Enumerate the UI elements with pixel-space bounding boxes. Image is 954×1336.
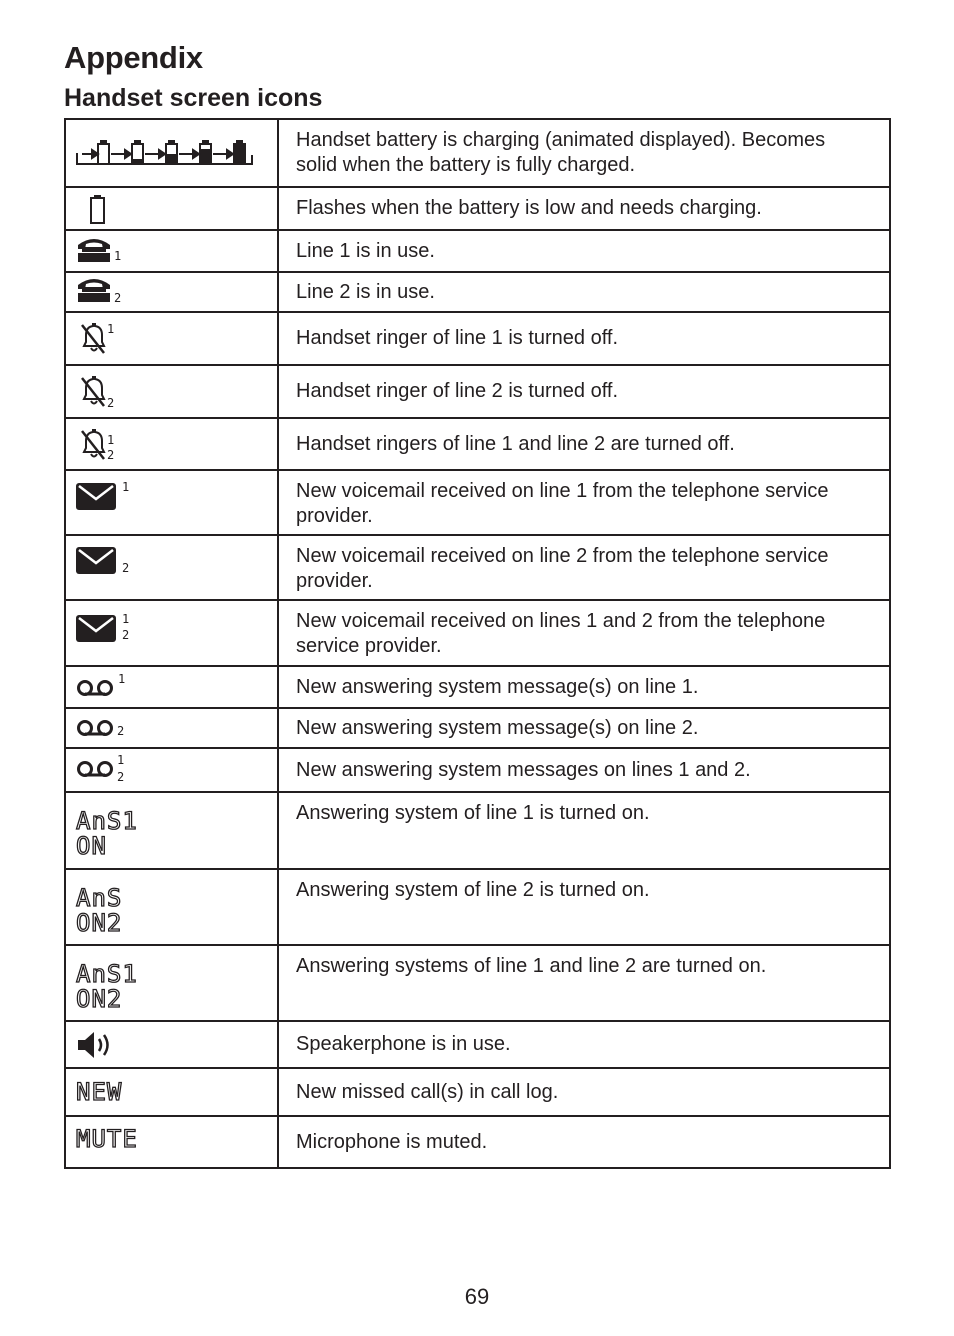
line-badge: 2 — [117, 724, 125, 738]
description-cell: Handset ringer of line 1 is turned off. — [278, 312, 890, 365]
page-number: 69 — [464, 1284, 490, 1309]
icon-table — [64, 118, 891, 1169]
line-badge-bottom: 2 — [122, 628, 130, 642]
description-cell: Handset battery is charging (animated displayed). Becomes solid when the battery is fully charged. — [278, 119, 890, 187]
description-cell: New voicemail received on lines 1 and 2 from the telephone service provider. — [278, 600, 890, 666]
answering-message-both-lines-icon — [76, 749, 146, 793]
description-cell: New missed call(s) in call log. — [278, 1068, 890, 1116]
lcd-line-1: NEW — [76, 1078, 123, 1106]
new-missed-call-lcd — [76, 1080, 122, 1105]
icon-cell — [65, 272, 278, 312]
ans-on-both-lines-lcd — [76, 962, 138, 1012]
answering-message-line-1-icon — [76, 667, 146, 707]
mute-lcd — [76, 1127, 138, 1152]
lcd-line-2: ON2 — [76, 985, 123, 1013]
icon-cell — [65, 312, 278, 365]
description-cell: Answering system of line 2 is turned on. — [278, 869, 890, 945]
answering-message-line-2-icon — [76, 709, 146, 749]
line-badge: 2 — [107, 396, 115, 410]
icon-cell — [65, 1068, 278, 1116]
icon-cell — [65, 365, 278, 418]
icon-cell — [65, 1021, 278, 1068]
table-row — [65, 187, 890, 230]
table-row — [65, 470, 890, 535]
icon-cell — [65, 1116, 278, 1168]
line-badge: 1 — [122, 480, 130, 494]
voicemail-both-lines-icon — [76, 601, 146, 661]
icon-cell — [65, 535, 278, 600]
line-2-in-use-icon — [76, 273, 136, 313]
line-badge: 2 — [122, 561, 130, 575]
table-row — [65, 792, 890, 869]
icon-cell — [65, 418, 278, 470]
line-badge: 1 — [107, 322, 115, 336]
battery-low-icon — [86, 188, 126, 230]
table-row — [65, 418, 890, 470]
ringer-off-line-1-icon — [76, 313, 136, 363]
speakerphone-icon — [76, 1022, 126, 1068]
description-cell: New voicemail received on line 2 from the telephone service provider. — [278, 535, 890, 600]
icon-cell — [65, 945, 278, 1021]
table-row — [65, 272, 890, 312]
ans-on-line-1-lcd — [76, 809, 138, 859]
line-badge: 1 — [118, 672, 126, 686]
ringer-off-both-lines-icon — [76, 419, 136, 469]
lcd-line-2: ON2 — [76, 909, 123, 937]
description-cell: Answering systems of line 1 and line 2 are turned on. — [278, 945, 890, 1021]
battery-charging-icon — [74, 120, 259, 186]
description-cell: Microphone is muted. — [278, 1116, 890, 1168]
icon-cell — [65, 119, 278, 187]
line-badge-top: 1 — [122, 612, 130, 626]
table-row — [65, 230, 890, 272]
table-row — [65, 708, 890, 748]
description-cell: Handset ringer of line 2 is turned off. — [278, 365, 890, 418]
description-cell: Line 1 is in use. — [278, 230, 890, 272]
line-1-in-use-icon — [76, 231, 136, 271]
table-row — [65, 535, 890, 600]
line-badge-top: 1 — [107, 433, 115, 447]
page-title: Appendix — [64, 40, 203, 75]
lcd-line-1: MUTE — [76, 1125, 138, 1153]
description-cell: Handset ringers of line 1 and line 2 are turned off. — [278, 418, 890, 470]
table-row — [65, 1021, 890, 1068]
section-title: Handset screen icons — [64, 84, 323, 112]
table-row — [65, 365, 890, 418]
icon-cell — [65, 708, 278, 748]
line-badge-bottom: 2 — [117, 770, 125, 784]
description-cell: Answering system of line 1 is turned on. — [278, 792, 890, 869]
icon-cell — [65, 187, 278, 230]
line-badge-bottom: 2 — [107, 448, 115, 462]
line-badge: 1 — [114, 249, 122, 263]
lcd-line-1: AnS1 — [76, 960, 138, 988]
icon-cell — [65, 792, 278, 869]
lcd-line-2: ON — [76, 832, 107, 860]
table-row — [65, 869, 890, 945]
table-row — [65, 945, 890, 1021]
icon-cell — [65, 470, 278, 535]
table-row — [65, 312, 890, 365]
description-cell: New answering system message(s) on line 2. — [278, 708, 890, 748]
icon-cell — [65, 869, 278, 945]
lcd-line-1: AnS1 — [76, 807, 138, 835]
ringer-off-line-2-icon — [76, 366, 136, 416]
table-row — [65, 1116, 890, 1168]
description-cell: Line 2 is in use. — [278, 272, 890, 312]
lcd-line-1: AnS — [76, 884, 123, 912]
table-row — [65, 666, 890, 708]
ans-on-line-2-lcd — [76, 886, 122, 936]
description-cell: New answering system message(s) on line 1. — [278, 666, 890, 708]
table-row — [65, 748, 890, 792]
icon-cell — [65, 230, 278, 272]
line-badge-top: 1 — [117, 753, 125, 767]
description-cell: New answering system messages on lines 1 and 2. — [278, 748, 890, 792]
line-badge: 2 — [114, 291, 122, 305]
icon-cell — [65, 600, 278, 666]
voicemail-line-2-icon — [76, 536, 146, 596]
description-cell: Speakerphone is in use. — [278, 1021, 890, 1068]
description-cell: Flashes when the battery is low and needs charging. — [278, 187, 890, 230]
table-row — [65, 1068, 890, 1116]
table-row — [65, 119, 890, 187]
icon-cell — [65, 748, 278, 792]
table-row — [65, 600, 890, 666]
voicemail-line-1-icon — [76, 471, 146, 531]
icon-cell — [65, 666, 278, 708]
description-cell: New voicemail received on line 1 from the telephone service provider. — [278, 470, 890, 535]
